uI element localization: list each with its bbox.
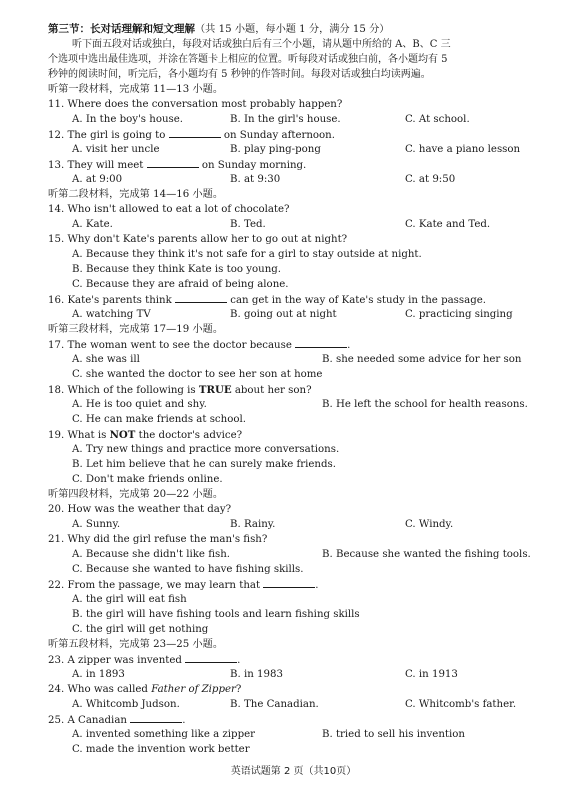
answer-blank — [169, 128, 221, 138]
instruction-line-1: 听下面五段对话或独白，每段对话或独白后有三个小题，请从题中所给的 A、B、C 三 — [72, 39, 451, 50]
option-19c: C. Don't make friends online. — [72, 474, 223, 485]
question-19: 19. What is NOT the doctor's advice? — [48, 429, 243, 441]
question-21: 21. Why did the girl refuse the man's fish? — [48, 534, 268, 545]
option-15c: C. Because they are afraid of being alone. — [72, 279, 289, 290]
option-15b: B. Because they think Kate is too young. — [72, 264, 282, 275]
option-16b: B. going out at night — [230, 309, 337, 320]
answer-blank — [263, 578, 315, 588]
option-25c: C. made the invention work better — [72, 744, 250, 755]
option-22b: B. the girl will have fishing tools and learn fishing skills — [72, 609, 360, 620]
option-14c: C. Kate and Ted. — [405, 219, 491, 230]
option-23c: C. in 1913 — [405, 669, 458, 680]
option-25b: B. tried to sell his invention — [322, 729, 465, 740]
answer-blank — [185, 653, 237, 663]
option-16c: C. practicing singing — [405, 309, 513, 320]
option-18b: B. He left the school for health reasons. — [322, 399, 528, 410]
page-footer: 英语试题第 2 页（共10页） — [230, 766, 357, 777]
material-3-heading: 听第三段材料，完成第 17—19 小题。 — [48, 324, 224, 335]
question-13: 13. They will meet on Sunday morning. — [48, 160, 307, 171]
section-title — [48, 22, 587, 37]
option-20b: B. Rainy. — [230, 519, 276, 530]
option-18c: C. He can make friends at school. — [72, 414, 246, 425]
question-16: 16. Kate's parents think can get in the way of Kate's study in the passage. — [48, 295, 486, 306]
question-11: 11. Where does the conversation most probably happen? — [48, 99, 343, 110]
question-15: 15. Why don't Kate's parents allow her to go out at night? — [48, 234, 348, 245]
option-17b: B. she needed some advice for her son — [322, 354, 522, 365]
material-1-heading: 听第一段材料，完成第 11—13 小题。 — [48, 84, 224, 95]
option-11b: B. In the girl's house. — [230, 114, 341, 125]
option-13b: B. at 9:30 — [230, 174, 281, 185]
option-11c: C. At school. — [405, 114, 470, 125]
question-22: 22. From the passage, we may learn that . — [48, 580, 319, 591]
option-25a: A. invented something like a zipper — [72, 729, 256, 740]
option-13c: C. at 9:50 — [405, 174, 456, 185]
question-25: 25. A Canadian . — [48, 715, 186, 726]
option-22a: A. the girl will eat fish — [72, 594, 187, 605]
option-19a: A. Try new things and practice more conversations. — [72, 444, 340, 455]
question-17: 17. The woman went to see the doctor because . — [48, 340, 351, 351]
option-20c: C. Windy. — [405, 519, 454, 530]
option-24c: C. Whitcomb's father. — [405, 699, 517, 710]
question-12: 12. The girl is going to on Sunday afternoon. — [48, 130, 335, 141]
option-17c: C. she wanted the doctor to see her son at home — [72, 369, 323, 380]
italic-term: Father of Zipper — [151, 684, 236, 695]
option-23a: A. in 1893 — [72, 669, 125, 680]
option-11a: A. In the boy's house. — [72, 114, 184, 125]
option-22c: C. the girl will get nothing — [72, 624, 209, 635]
option-14b: B. Ted. — [230, 219, 266, 230]
question-24: 24. Who was called Father of Zipper? — [48, 684, 242, 695]
section-note: （共 15 小题，每小题 1 分，满分 15 分） — [195, 24, 390, 35]
question-20: 20. How was the weather that day? — [48, 504, 232, 515]
option-21a: A. Because she didn't like fish. — [72, 549, 231, 560]
question-23: 23. A zipper was invented . — [48, 655, 241, 666]
option-13a: A. at 9:00 — [72, 174, 123, 185]
option-12b: B. play ping-pong — [230, 144, 321, 155]
option-12c: C. have a piano lesson — [405, 144, 521, 155]
option-21b: B. Because she wanted the fishing tools. — [322, 549, 531, 560]
option-17a: A. she was ill — [72, 354, 140, 365]
emphasis-not: NOT — [109, 429, 136, 441]
option-21c: C. Because she wanted to have fishing skills. — [72, 564, 304, 575]
option-24b: B. The Canadian. — [230, 699, 319, 710]
instruction-line-2: 个选项中选出最佳选项，并涂在答题卡上相应的位置。听每段对话或独白前，各小题均有 5 — [48, 54, 448, 65]
answer-blank — [147, 158, 199, 168]
question-14: 14. Who isn't allowed to eat a lot of chocolate? — [48, 204, 290, 215]
material-2-heading: 听第二段材料，完成第 14—16 小题。 — [48, 189, 224, 200]
option-14a: A. Kate. — [72, 219, 113, 230]
answer-blank — [130, 713, 182, 723]
option-20a: A. Sunny. — [72, 519, 121, 530]
option-18a: A. He is too quiet and shy. — [72, 399, 207, 410]
material-4-heading: 听第四段材料，完成第 20—22 小题。 — [48, 489, 224, 500]
option-16a: A. watching TV — [72, 309, 151, 320]
emphasis-true: TRUE — [198, 384, 232, 396]
instruction-line-3: 秒钟的阅读时间，听完后，各小题均有 5 秒钟的作答时间。每段对话或独白均读两遍。 — [48, 69, 431, 80]
option-15a: A. Because they think it's not safe for a girl to stay outside at night. — [72, 249, 422, 260]
answer-blank — [175, 293, 227, 303]
option-19b: B. Let him believe that he can surely make friends. — [72, 459, 336, 470]
question-18: 18. Which of the following is TRUE about her son? — [48, 384, 312, 396]
section-title-text: 第三节：长对话理解和短文理解 — [48, 23, 195, 35]
material-5-heading: 听第五段材料，完成第 23—25 小题。 — [48, 639, 224, 650]
answer-blank — [295, 338, 347, 348]
option-23b: B. in 1983 — [230, 669, 283, 680]
option-24a: A. Whitcomb Judson. — [72, 699, 180, 710]
option-12a: A. visit her uncle — [72, 144, 160, 155]
